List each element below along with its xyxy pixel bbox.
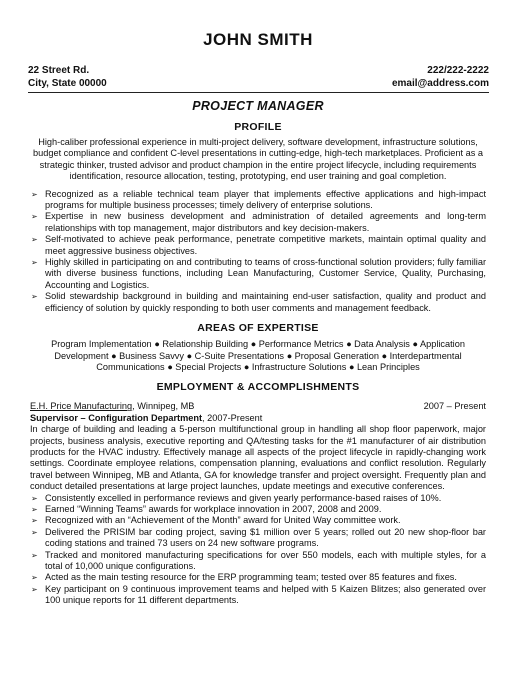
phone-email-block — [392, 64, 489, 90]
profile-bullet: ➢ Expertise in new business development and administration of detailed agreements and long-term relationships with top management, major distributors and key decision-makers. — [30, 211, 486, 234]
job-role — [30, 413, 486, 424]
accomplishment-bullet: ➢ Acted as the main testing resource for the ERP programming team; tested over 85 features and fixes. — [30, 572, 486, 583]
accomplishment-bullet: ➢ Key participant on 9 continuous improvement teams and helped with 5 Kaizen Blitzes; also generated over 100 unique reports for 11 different departments. — [30, 584, 486, 607]
contact-block — [28, 64, 489, 90]
expertise-list: Program Implementation ● Relationship Building ● Performance Metrics ● Data Analysis ● Application Development ● Business Savvy ● C-Suite Presentations ● Proposal Generation ● Interdepartmental Communications ● Special Projects ● Infrastructure Solutions ● Lean Principles — [51, 339, 465, 372]
accomplishment-bullet: ➢ Consistently excelled in performance reviews and given yearly performance-based raises of 10%. — [30, 493, 486, 504]
profile-heading: PROFILE — [234, 121, 282, 133]
profile-bullet: ➢ Self-motivated to achieve peak performance, penetrate competitive markets, maintain optimal quality and meet aggressive business objectives. — [30, 234, 486, 257]
employer-line — [30, 401, 194, 412]
accomplishment-bullet: ➢ Recognized with an “Achievement of the Month” award for United Way committee work. — [30, 515, 486, 526]
role-dates: , 2007-Present — [202, 412, 263, 423]
job-title: PROJECT MANAGER — [192, 99, 324, 113]
address-line-2: City, State 00000 — [28, 78, 107, 89]
company-name: E.H. Price Manufacturing — [30, 401, 133, 412]
job-header — [30, 401, 486, 412]
employment-bullets — [30, 493, 486, 607]
profile-bullet: ➢ Solid stewardship background in building and maintaining end-user satisfaction, quality and product and efficiency of solution by quickly responding to both user comments and management feedback. — [30, 291, 486, 314]
company-location: , Winnipeg, MB — [132, 401, 195, 412]
role-title: Supervisor – Configuration Department — [30, 412, 203, 423]
address-block — [28, 64, 107, 90]
employment-heading: EMPLOYMENT & ACCOMPLISHMENTS — [156, 381, 360, 394]
profile-bullet: ➢ Highly skilled in participating on and contributing to teams of cross-functional solution providers; fully familiar with diverse business functions, including Lean Manufacturing, Customer Service, Quality, Purchasing, Accounting and Logistics. — [30, 257, 486, 291]
profile-summary: High-caliber professional experience in multi-project delivery, software development, infrastructure solutions, budget compliance and confident C-level presentations in cutting-edge, high-tech marketplaces. Proficient as a strategic thinker, trusted advisor and product champion in the entire project lifecycle, including requirements identification, resource allocation, testing, prototyping, end user training and goal completion. — [33, 137, 483, 182]
candidate-name: JOHN SMITH — [203, 30, 313, 49]
expertise-heading: AREAS OF EXPERTISE — [197, 322, 319, 335]
accomplishment-bullet: ➢ Tracked and monitored manufacturing specifications for over 550 models, each with multiple styles, for a total of 10,000 unique configurations. — [30, 550, 486, 573]
job-description: In charge of building and leading a 5-person multifunctional group in handling all shop floor paperwork, major projects, business analysis, executive reporting and QA/testing tasks for the #1 manufacturer of air distribution products for the HVAC industry. Effectively manage all aspects of the project lifecycle in rapidly-changing work settings. Coordinate employee relations, compensation planning, evaluations and conflict resolution. Regularly travel between Winnipeg, MB and Atlanta, GA for knowledge transfer and project oversight. Frequently plan and conduct detailed presentations at large project launches, update meetings and executive conferences. — [30, 424, 486, 492]
accomplishment-bullet: ➢ Delivered the PRISIM bar coding project, saving $1 million over 5 years; rolled out 20 new shop-floor bar coding stations and trained 73 users on 24 new software programs. — [30, 527, 486, 550]
header-divider — [28, 92, 489, 93]
profile-bullets — [30, 189, 486, 314]
profile-bullet: ➢ Recognized as a reliable technical team player that implements effective applications and high-impact programs for multiple business processes; timely delivery of enterprise solutions. — [30, 189, 486, 212]
address-line-1: 22 Street Rd. — [28, 65, 90, 76]
accomplishment-bullet: ➢ Earned “Winning Teams” awards for workplace innovation in 2007, 2008 and 2009. — [30, 504, 486, 515]
employment-dates: 2007 – Present — [423, 401, 486, 412]
phone-number: 222/222-2222 — [427, 65, 489, 76]
email-address: email@address.com — [391, 78, 489, 89]
